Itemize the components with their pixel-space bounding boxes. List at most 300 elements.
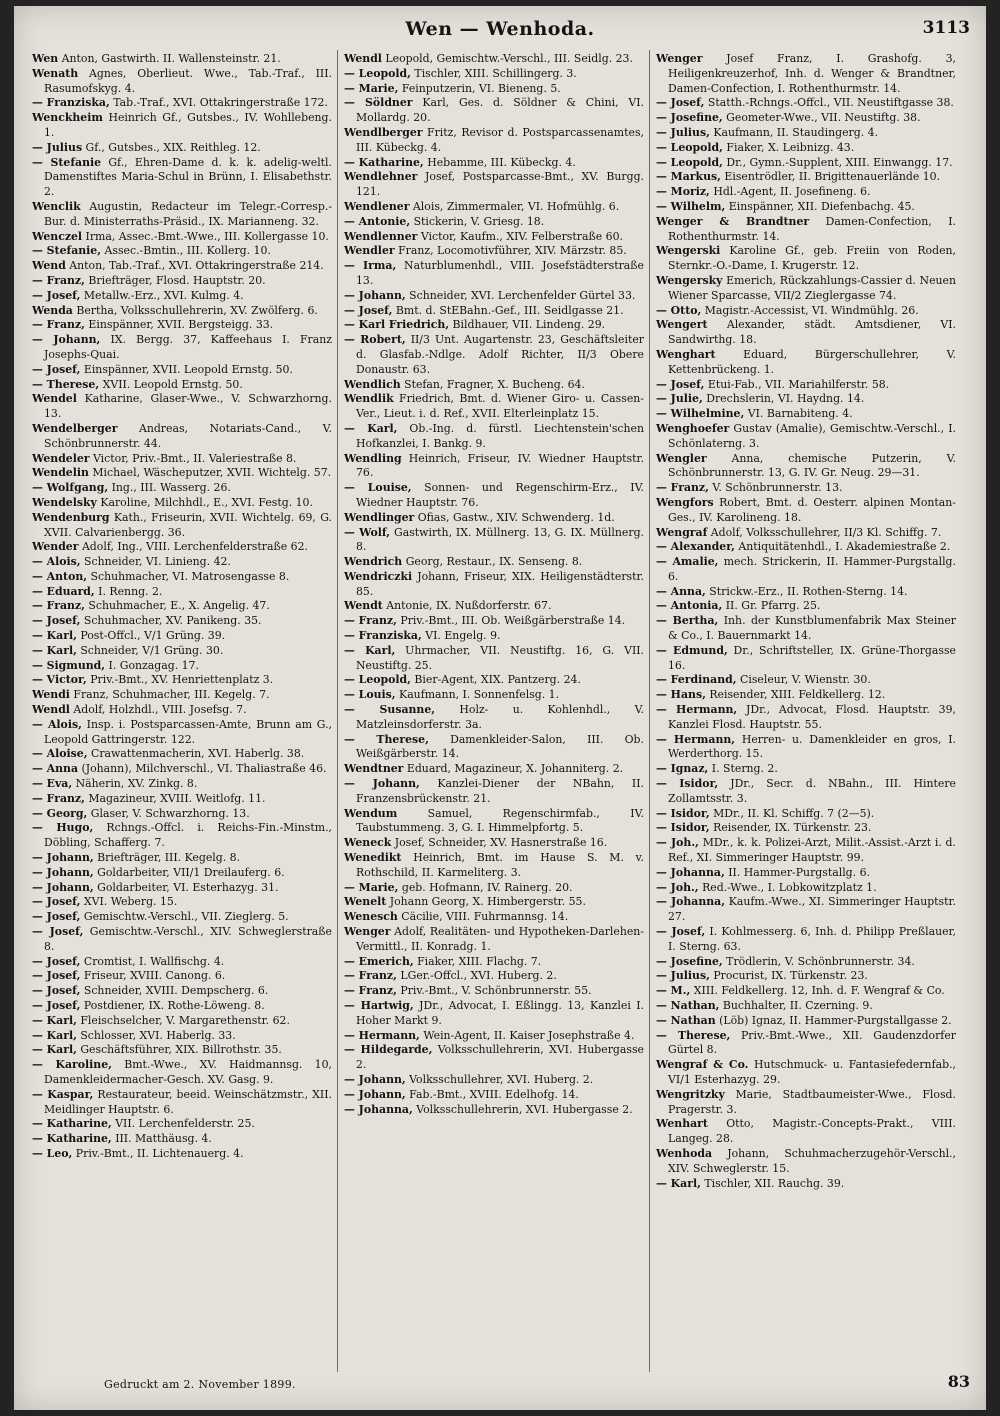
entry-name: Wendelberger xyxy=(32,421,118,435)
entry-details: IX. Bergg. 37, Kaffeehaus I. Franz Josephs-Quai. xyxy=(44,333,332,361)
entry-name: — Josef, xyxy=(32,895,81,909)
directory-entry xyxy=(32,274,332,289)
entry-details: Damen-Confection, I. Rothenthurmstr. 14. xyxy=(668,214,956,243)
directory-entry xyxy=(344,52,644,67)
entry-details: Tischler, XIII. Schillingerg. 3. xyxy=(410,66,577,80)
directory-entry xyxy=(32,540,332,555)
entry-details: Antiquitätenhdl., I. Akademiestraße 2. xyxy=(734,540,951,554)
entry-name: — Alois, xyxy=(32,717,82,731)
directory-entry xyxy=(344,969,644,984)
entry-name: — Josefine, xyxy=(656,954,723,968)
directory-entry xyxy=(344,170,644,200)
directory-entry xyxy=(656,688,956,703)
entry-name: — Therese, xyxy=(32,377,100,391)
directory-entry xyxy=(32,866,332,881)
entry-name: — Karl Friedrich, xyxy=(344,318,450,332)
directory-entry xyxy=(656,866,956,881)
directory-entry xyxy=(32,555,332,570)
entry-details: Näherin, XV. Zinkg. 8. xyxy=(72,777,198,791)
entry-details: Agnes, Oberlieut. Wwe., Tab.-Traf., III. Rasumofskyg. 4. xyxy=(44,66,332,95)
directory-entry xyxy=(32,747,332,762)
entry-name: — Karl, xyxy=(32,629,77,643)
entry-name: — Hildegarde, xyxy=(344,1043,433,1057)
entry-name: Wendlenner xyxy=(344,229,418,243)
entry-details: Katharine, Glaser-Wwe., V. Schwarzhorng. 13. xyxy=(44,392,332,421)
directory-entry xyxy=(656,777,956,807)
entry-name: Wengerski xyxy=(656,244,721,258)
entry-name: Wenhart xyxy=(656,1117,708,1131)
entry-details: Josef, Schneider, XV. Hasnerstraße 16. xyxy=(391,836,608,850)
entry-details: Dr., Gymn.-Supplent, XIII. Einwangg. 17. xyxy=(722,155,953,169)
entry-name: — Susanne, xyxy=(344,703,436,717)
entry-name: — Aloise, xyxy=(32,747,88,761)
entry-details: VI. Engelg. 9. xyxy=(421,629,501,643)
entry-details: Alexander, städt. Amtsdiener, VI. Sandwirthg. 18. xyxy=(668,318,956,347)
directory-entry xyxy=(32,1117,332,1132)
entry-details: Karl, Ges. d. Söldner & Chini, VI. Mollardg. 20. xyxy=(356,96,645,125)
entry-name: Wendlik xyxy=(344,392,394,406)
entry-details: LGer.-Offcl., XVI. Huberg. 2. xyxy=(396,969,557,983)
entry-details: Friseur, XVIII. Canong. 6. xyxy=(80,969,226,983)
entry-name: Wendum xyxy=(344,806,398,820)
entry-details: Samuel, Regenschirmfab., IV. Taubstummeng. 3, G. I. Himmelpfortg. 5. xyxy=(356,806,644,835)
entry-details: Kanzlei-Diener der NBahn, II. Franzensbrückenstr. 21. xyxy=(356,777,644,805)
entry-details: Stickerin, V. Griesg. 18. xyxy=(410,214,545,228)
entry-details: (Johann), Milchverschl., VI. Thaliastraße 46. xyxy=(78,762,327,776)
entry-details: Schneider, XVI. Lerchenfelder Gürtel 33. xyxy=(405,288,636,302)
entry-details: II/3 Unt. Augartenstr. 23, Geschäftsleiter d. Glasfab.-Ndlge. Adolf Richter, II/3 Obere Donaustr. 63. xyxy=(356,333,644,376)
entry-name: — Marie, xyxy=(344,880,399,894)
directory-entry xyxy=(344,481,644,511)
directory-entry xyxy=(344,1043,644,1073)
directory-entry xyxy=(344,452,644,482)
directory-entry xyxy=(32,1058,332,1088)
entry-name: Wendlberger xyxy=(344,125,423,139)
directory-entry xyxy=(656,599,956,614)
directory-entry xyxy=(344,555,644,570)
entry-details: Sonnen- und Regenschirm-Erz., IV. Wiedner Hauptstr. 76. xyxy=(356,481,645,509)
entry-name: — Josef, xyxy=(32,954,81,968)
directory-entry xyxy=(344,851,644,881)
directory-entry xyxy=(656,955,956,970)
entry-details: Kaufm.-Wwe., XI. Simmeringer Hauptstr. 27. xyxy=(668,895,956,924)
directory-entry xyxy=(656,244,956,274)
entry-details: Friedrich, Bmt. d. Wiener Giro- u. Cassen-Ver., Lieut. i. d. Ref., XVII. Elterleinplatz 15. xyxy=(356,392,644,421)
entry-name: — Josef, xyxy=(32,910,81,924)
entry-details: II. Gr. Pfarrg. 25. xyxy=(722,599,821,613)
entry-details: Priv.-Bmt., XV. Henriettenplatz 3. xyxy=(86,673,274,687)
entry-name: — Amalie, xyxy=(656,555,719,569)
entry-details: Feinputzerin, VI. Bieneng. 5. xyxy=(398,81,561,95)
entry-name: — Alois, xyxy=(32,555,81,569)
directory-entry xyxy=(656,614,956,644)
entry-details: Postdiener, IX. Rothe-Löweng. 8. xyxy=(80,999,265,1012)
directory-entry xyxy=(344,378,644,393)
entry-details: Kath., Friseurin, XVII. Wichtelg. 69, G. XVII. Calvarienbergg. 36. xyxy=(44,510,332,539)
directory-entry xyxy=(656,496,956,526)
page-number: 3113 xyxy=(922,18,970,38)
entry-name: — Katharine, xyxy=(344,155,424,169)
entry-name: Wendl xyxy=(344,52,382,65)
entry-name: — Isidor, xyxy=(656,806,710,820)
directory-entry xyxy=(656,984,956,999)
directory-entry xyxy=(32,614,332,629)
entry-details: Hebamme, III. Kübeckg. 4. xyxy=(423,155,576,169)
entry-details: Schneider, V/1 Grüng. 30. xyxy=(76,643,224,657)
directory-entry xyxy=(344,1103,644,1118)
directory-entry xyxy=(32,156,332,200)
directory-entry xyxy=(32,289,332,304)
directory-entry xyxy=(32,585,332,600)
entry-details: Heinrich, Friseur, IV. Wiedner Hauptstr. 76. xyxy=(356,451,644,480)
directory-entry xyxy=(32,378,332,393)
entry-details: Procurist, IX. Türkenstr. 23. xyxy=(709,969,868,983)
entry-name: — Johann, xyxy=(32,865,94,879)
entry-name: — Joh., xyxy=(656,836,699,850)
entry-details: Drechslerin, VI. Haydng. 14. xyxy=(702,392,865,406)
entry-name: — Franz, xyxy=(32,273,85,287)
entry-name: — Leopold, xyxy=(344,673,411,687)
entry-details: Damenkleider-Salon, III. Ob. Weißgärberstr. 14. xyxy=(356,732,644,761)
directory-entry xyxy=(344,422,644,452)
entry-name: Wengraf & Co. xyxy=(656,1058,749,1072)
directory-entry xyxy=(344,259,644,289)
entry-name: — Antonia, xyxy=(656,599,723,613)
directory-entry xyxy=(656,969,956,984)
directory-entry xyxy=(32,1147,332,1162)
entry-details: Post-Offcl., V/1 Grüng. 39. xyxy=(76,629,226,643)
entry-details: Rchngs.-Offcl. i. Reichs-Fin.-Minstm., Döbling, Schafferg. 7. xyxy=(44,821,333,850)
entry-details: Eduard, Magazineur, X. Johanniterg. 2. xyxy=(403,762,624,776)
entry-details: Bier-Agent, XIX. Pantzerg. 24. xyxy=(410,673,581,687)
entry-name: — Louis, xyxy=(344,688,396,702)
entry-details: Josef Franz, I. Grashofg. 3, Heiligenkreuzerhof, Inh. d. Wenger & Brandtner, Damen-Confection, I. Rothenthurmstr. 14. xyxy=(668,52,956,95)
entry-name: Wengersky xyxy=(656,273,723,287)
entry-details: Geometer-Wwe., VII. Neustiftg. 38. xyxy=(722,111,921,125)
directory-entry xyxy=(32,111,332,141)
directory-entry xyxy=(344,511,644,526)
entry-details: Briefträger, III. Kegelg. 8. xyxy=(93,851,241,865)
directory-entry xyxy=(32,333,332,363)
directory-entry xyxy=(344,629,644,644)
directory-entry xyxy=(344,762,644,777)
directory-entry xyxy=(32,1029,332,1044)
entry-name: — Hermann, xyxy=(344,1028,420,1042)
entry-name: — Eva, xyxy=(32,777,73,791)
entry-details: Gemischtw.-Verschl., VII. Zieglerg. 5. xyxy=(80,910,289,924)
directory-entry xyxy=(656,1058,956,1088)
entry-details: Adolf, Realitäten- und Hypotheken-Darlehen-Vermittl., II. Konradg. 1. xyxy=(356,925,644,953)
directory-entry xyxy=(32,999,332,1014)
directory-entry xyxy=(344,392,644,422)
directory-entry xyxy=(32,629,332,644)
entry-name: — Franz, xyxy=(344,614,397,628)
entry-name: Wengraf xyxy=(656,525,708,539)
entry-details: Metallw.-Erz., XVI. Kulmg. 4. xyxy=(80,288,244,302)
entry-details: Trödlerin, V. Schönbrunnerstr. 34. xyxy=(722,954,915,968)
entry-details: Johann, Friseur, XIX. Heiligenstädterstr. 85. xyxy=(356,569,644,598)
directory-entry xyxy=(656,1117,956,1147)
directory-entry xyxy=(656,378,956,393)
entry-details: Karoline Gf., geb. Freiin von Roden, Sternkr.-O.-Dame, I. Krugerstr. 12. xyxy=(668,244,956,273)
directory-entry xyxy=(32,673,332,688)
entry-details: Bmt. d. StEBahn.-Gef., III. Seidlgasse 21. xyxy=(392,303,624,317)
entry-name: — Louise, xyxy=(344,481,412,495)
entry-name: — Johann, xyxy=(32,880,94,894)
directory-entry xyxy=(344,82,644,97)
entry-name: — Franz, xyxy=(344,969,397,983)
entry-details: Buchhalter, II. Czerning. 9. xyxy=(719,999,873,1012)
entry-details: Schneider, XVIII. Dempscherg. 6. xyxy=(80,984,269,998)
directory-entry xyxy=(32,511,332,541)
entry-name: — Franz, xyxy=(344,984,397,998)
directory-entry xyxy=(32,244,332,259)
entry-details: Karoline, Milchhdl., E., XVI. Festg. 10. xyxy=(96,495,313,509)
entry-name: Wenckheim xyxy=(32,111,103,125)
entry-name: Wendenburg xyxy=(32,510,110,524)
directory-entry xyxy=(656,200,956,215)
directory-entry xyxy=(656,392,956,407)
entry-name: — Josef, xyxy=(32,362,81,376)
entry-name: — Georg, xyxy=(32,806,88,820)
directory-entry xyxy=(344,910,644,925)
entry-details: Inh. der Kunstblumenfabrik Max Steiner & Co., I. Bauernmarkt 14. xyxy=(668,614,956,643)
directory-entry xyxy=(344,777,644,807)
entry-details: I. Kohlmesserg. 6, Inh. d. Philipp Preßlauer, I. Sterng. 63. xyxy=(668,925,956,953)
entry-details: Fiaker, XIII. Flachg. 7. xyxy=(413,954,542,968)
entry-details: XVII. Leopold Ernstg. 50. xyxy=(99,377,243,391)
directory-entry xyxy=(656,895,956,925)
entry-name: — Alexander, xyxy=(656,540,735,554)
entry-name: — Wilhelm, xyxy=(656,199,726,213)
directory-entry xyxy=(656,126,956,141)
entry-name: — Katharine, xyxy=(32,1132,112,1146)
entry-details: Priv.-Bmt., II. Lichtenauerg. 4. xyxy=(72,1146,244,1160)
directory-entry xyxy=(344,881,644,896)
entry-name: — Karl, xyxy=(32,1013,77,1027)
entry-details: Kaufmann, II. Staudingerg. 4. xyxy=(709,125,879,139)
entry-details: Anton, Tab.-Traf., XVI. Ottakringerstraße 214. xyxy=(65,259,324,273)
entry-details: Johann Georg, X. Himbergerstr. 55. xyxy=(386,895,586,909)
entry-name: — Karl, xyxy=(32,1028,77,1042)
entry-name: Wenedikt xyxy=(344,851,402,865)
entry-details: Marie, Stadtbaumeister-Wwe., Flosd. Pragerstr. 3. xyxy=(668,1087,956,1116)
entry-details: III. Matthäusg. 4. xyxy=(111,1132,212,1146)
entry-name: Wenger & Brandtner xyxy=(656,214,810,228)
entry-name: — Josef, xyxy=(32,614,81,628)
entry-name: — Nathan xyxy=(656,1013,716,1027)
entry-name: Wendtner xyxy=(344,762,404,776)
directory-entry xyxy=(344,955,644,970)
directory-entry xyxy=(656,526,956,541)
entry-details: Hdl.-Agent, II. Josefineng. 6. xyxy=(709,185,871,199)
entry-name: Wendling xyxy=(344,451,402,465)
entry-details: Alois, Zimmermaler, VI. Hofmühlg. 6. xyxy=(409,199,620,213)
entry-name: — Söldner xyxy=(344,96,413,110)
directory-entry xyxy=(32,688,332,703)
entry-details: Adolf, Volksschullehrer, II/3 Kl. Schiffg. 7. xyxy=(707,525,942,539)
entry-details: Heinrich, Bmt. im Hause S. M. v. Rothschild, II. Karmeliterg. 3. xyxy=(356,851,644,879)
entry-details: MDr., k. k. Polizei-Arzt, Milit.-Assist.-Arzt i. d. Ref., XI. Simmeringer Hauptstr. 99. xyxy=(668,836,956,865)
entry-details: Briefträger, Flosd. Hauptstr. 20. xyxy=(84,273,266,287)
entry-name: — Nathan, xyxy=(656,999,720,1012)
entry-details: Adolf, Holzhdl., VIII. Josefsg. 7. xyxy=(69,703,247,717)
entry-details: Schneider, VI. Linieng. 42. xyxy=(80,555,231,569)
entry-name: — Johanna, xyxy=(344,1102,413,1116)
directory-entry xyxy=(656,185,956,200)
directory-entry xyxy=(344,289,644,304)
entry-name: — Johann, xyxy=(32,851,94,865)
directory-entry xyxy=(32,807,332,822)
column-1 xyxy=(32,52,332,1162)
directory-entry xyxy=(32,422,332,452)
directory-entry xyxy=(656,1014,956,1029)
entry-details: Fritz, Revisor d. Postsparcassenamtes, III. Kübeckg. 4. xyxy=(356,125,644,154)
entry-details: Ing., III. Wasserg. 26. xyxy=(108,481,231,495)
directory-entry xyxy=(656,111,956,126)
directory-entry xyxy=(344,200,644,215)
entry-name: Wenhoda xyxy=(656,1146,713,1160)
entry-details: Holz- u. Kohlenhdl., V. Matzleinsdorferstr. 3a. xyxy=(356,703,644,731)
entry-name: — Johann, xyxy=(344,777,420,791)
entry-name: Wendlich xyxy=(344,377,401,391)
entry-details: Franz, Locomotivführer, XIV. Märzstr. 85. xyxy=(394,244,627,258)
directory-entry xyxy=(344,215,644,230)
directory-entry xyxy=(656,673,956,688)
entry-name: — Otto, xyxy=(656,303,702,317)
entry-details: Priv.-Bmt., III. Ob. Weißgärberstraße 14. xyxy=(396,614,626,628)
entry-name: — Franz, xyxy=(32,599,85,613)
entry-details: Josef, Postsparcasse-Bmt., XV. Burgg. 121. xyxy=(356,170,644,199)
entry-details: Leopold, Gemischtw.-Verschl., III. Seidlg. 23. xyxy=(381,52,633,65)
entry-details: Schlosser, XVI. Haberlg. 33. xyxy=(76,1028,236,1042)
entry-name: — Julius, xyxy=(656,969,710,983)
entry-name: Wenger xyxy=(344,925,391,939)
entry-details: Gf., Gutsbes., XIX. Reithleg. 12. xyxy=(82,140,261,154)
entry-name: Wendeler xyxy=(32,451,90,465)
entry-name: Wengert xyxy=(656,318,708,332)
entry-name: — Isidor, xyxy=(656,821,710,835)
entry-name: — Karl, xyxy=(32,1043,77,1057)
entry-name: — Antonie, xyxy=(344,214,411,228)
directory-entry xyxy=(32,881,332,896)
entry-details: Volksschullehrerin, XVI. Hubergasse 2. xyxy=(412,1102,633,1116)
entry-name: — Leopold, xyxy=(656,140,723,154)
entry-details: Augustin, Redacteur im Telegr.-Corresp.-Bur. d. Ministerraths-Präsid., IX. Marianneng. 32. xyxy=(44,199,332,228)
entry-details: Bmt.-Wwe., XV. Haidmannsg. 10, Damenkleidermacher-Gesch. XV. Gasg. 9. xyxy=(44,1058,332,1086)
directory-entry xyxy=(656,96,956,111)
entry-details: Naturblumenhdl., VIII. Josefstädterstraße 13. xyxy=(356,259,644,287)
directory-entry xyxy=(32,851,332,866)
entry-details: Ofias, Gastw., XIV. Schwenderg. 1d. xyxy=(414,510,615,524)
entry-name: — Franziska, xyxy=(344,629,422,643)
entry-details: Gustav (Amalie), Gemischtw.-Verschl., I. Schönlaterng. 3. xyxy=(668,421,956,450)
entry-details: Statth.-Rchngs.-Offcl., VII. Neustiftgasse 38. xyxy=(704,96,954,110)
entry-name: — Josef, xyxy=(32,999,81,1012)
directory-entry xyxy=(656,348,956,378)
entry-name: — Edmund, xyxy=(656,643,728,657)
entry-details: Volksschullehrer, XVI. Huberg. 2. xyxy=(405,1072,594,1086)
entry-details: Stefan, Fragner, X. Bucheng. 64. xyxy=(400,377,585,391)
directory-entry xyxy=(656,925,956,955)
entry-details: Franz, Schuhmacher, III. Kegelg. 7. xyxy=(69,688,270,702)
entry-details: Tab.-Traf., XVI. Ottakringerstraße 172. xyxy=(109,96,328,110)
directory-entry xyxy=(32,718,332,748)
directory-entry xyxy=(656,141,956,156)
entry-name: — Johann, xyxy=(344,288,406,302)
entry-name: Wenda xyxy=(32,303,73,317)
directory-entry xyxy=(32,910,332,925)
entry-name: — Irma, xyxy=(344,259,397,273)
entry-name: — Hermann, xyxy=(656,703,738,717)
entry-details: Magazineur, XVIII. Weitlofg. 11. xyxy=(84,791,266,805)
entry-details: Priv.-Bmt., V. Schönbrunnerstr. 55. xyxy=(396,984,592,998)
entry-name: — Johanna, xyxy=(656,895,726,909)
entry-name: Wendelsky xyxy=(32,495,97,509)
directory-entry xyxy=(344,156,644,171)
entry-name: — Anna xyxy=(32,762,79,776)
entry-details: Eduard, Bürgerschullehrer, V. Kettenbrückeng. 1. xyxy=(668,347,956,376)
entry-details: Otto, Magistr.-Concepts-Prakt., VIII. Langeg. 28. xyxy=(668,1117,956,1146)
directory-entry xyxy=(32,52,332,67)
print-date: Gedruckt am 2. November 1899. xyxy=(104,1378,296,1391)
entry-details: Magistr.-Accessist, VI. Windmühlg. 26. xyxy=(701,303,919,317)
directory-entry xyxy=(656,703,956,733)
directory-entry xyxy=(344,244,644,259)
directory-entry xyxy=(344,1029,644,1044)
entry-details: Schuhmacher, E., X. Angelig. 47. xyxy=(84,599,270,613)
entry-details: Bildhauer, VII. Lindeng. 29. xyxy=(449,318,606,332)
column-2 xyxy=(344,52,644,1117)
directory-entry xyxy=(32,67,332,97)
directory-entry xyxy=(344,67,644,82)
directory-entry xyxy=(656,215,956,245)
entry-details: Strickw.-Erz., II. Rothen-Sterng. 14. xyxy=(705,584,908,598)
entry-name: — Josef, xyxy=(656,925,706,939)
entry-name: — Hugo, xyxy=(32,821,94,835)
directory-entry xyxy=(344,1073,644,1088)
column-3 xyxy=(656,52,956,1191)
directory-entry xyxy=(656,733,956,763)
entry-details: Andreas, Notariats-Cand., V. Schönbrunnerstr. 44. xyxy=(44,421,332,450)
entry-details: Gastwirth, IX. Müllnerg. 13, G. IX. Müllnerg. 8. xyxy=(356,525,644,554)
entry-name: — Josef, xyxy=(656,377,705,391)
directory-entry xyxy=(32,392,332,422)
directory-entry xyxy=(656,762,956,777)
entry-details: Michael, Wäscheputzer, XVII. Wichtelg. 57. xyxy=(88,466,332,480)
entry-name: Wendi xyxy=(32,688,70,702)
directory-entry xyxy=(344,673,644,688)
entry-details: Geschäftsführer, XIX. Billrothstr. 35. xyxy=(76,1043,282,1057)
directory-entry xyxy=(32,481,332,496)
directory-entry xyxy=(344,526,644,556)
entry-details: Bertha, Volksschullehrerin, XV. Zwölferg. 6. xyxy=(72,303,318,317)
entry-name: — Moriz, xyxy=(656,185,710,199)
entry-name: Wenesch xyxy=(344,910,398,924)
directory-entry xyxy=(344,599,644,614)
entry-details: Ciseleur, V. Wienstr. 30. xyxy=(736,673,871,687)
entry-name: Wendlinger xyxy=(344,510,415,524)
entry-details: Cäcilie, VIII. Fuhrmannsg. 14. xyxy=(397,910,569,924)
entry-details: Victor, Priv.-Bmt., II. Valeriestraße 8. xyxy=(89,451,297,465)
entry-details: Schuhmacher, XV. Panikeng. 35. xyxy=(80,614,262,628)
directory-entry xyxy=(344,333,644,377)
entry-details: Victor, Kaufm., XIV. Felberstraße 60. xyxy=(417,229,623,243)
directory-entry xyxy=(344,1088,644,1103)
entry-name: — Karl, xyxy=(344,643,396,657)
entry-name: Wendlener xyxy=(344,199,410,213)
entry-name: Wengler xyxy=(656,451,707,465)
